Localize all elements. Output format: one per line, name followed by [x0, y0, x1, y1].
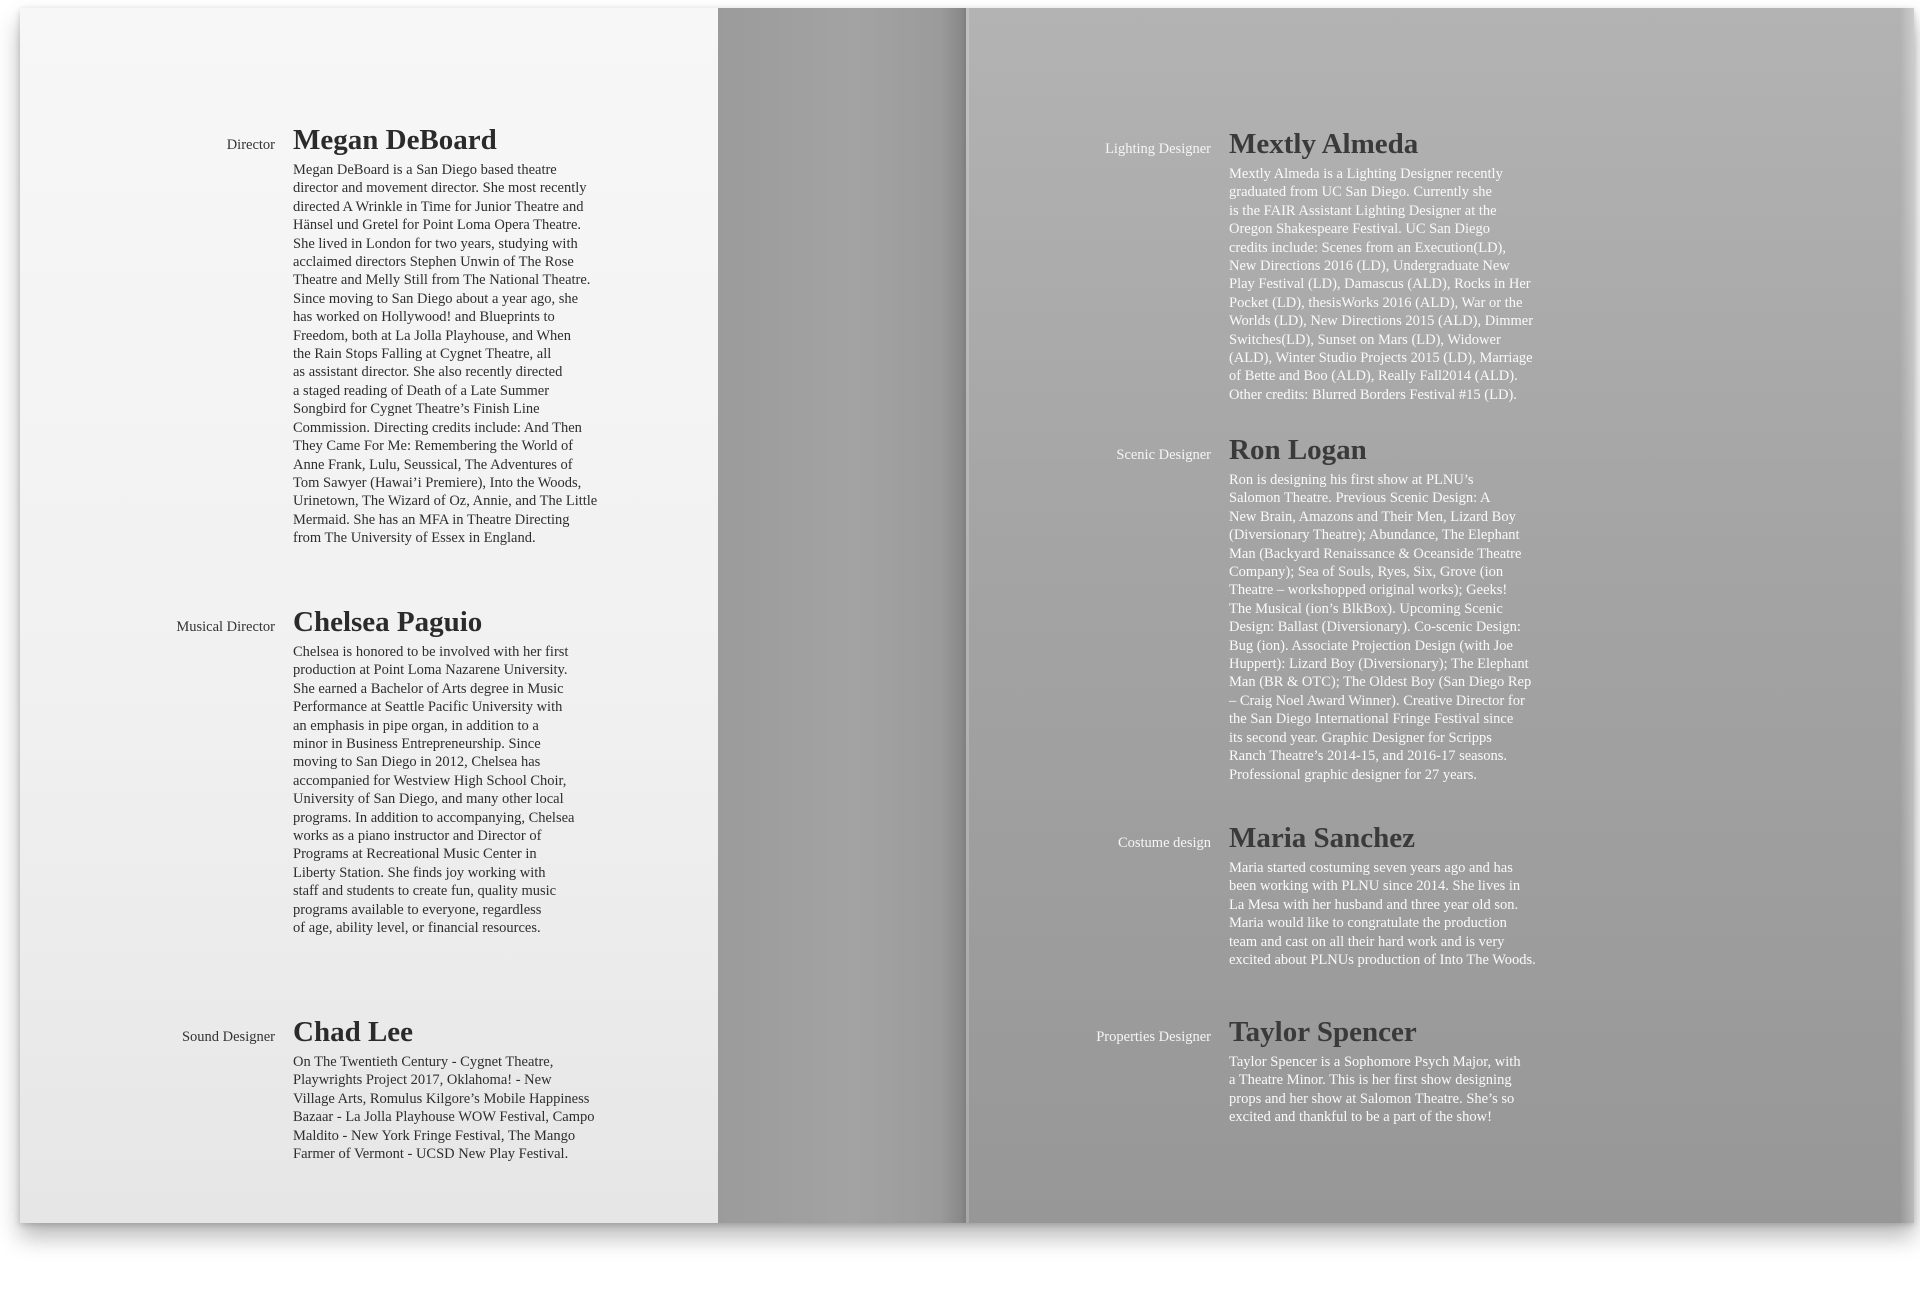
credit-entry-director — [226, 123, 598, 548]
credit-entry-costume-design — [1117, 821, 1536, 969]
credit-name: Ron Logan — [1229, 434, 1367, 466]
credit-entry-musical-director — [176, 605, 575, 938]
credit-role: Costume design — [1117, 835, 1211, 851]
credit-role: Lighting Designer — [1105, 141, 1211, 157]
credit-entry-sound-designer — [181, 1015, 595, 1163]
credit-entry-properties-designer — [1096, 1015, 1521, 1127]
credit-bio: Taylor Spencer is a Sophomore Psych Major, with a Theatre Minor. This is her first show designing props and her show at Salomon Theatre. She’s so excited and thankful to be a part of the show! — [1229, 1054, 1521, 1126]
credit-role: Director — [226, 137, 275, 153]
credit-name: Mextly Almeda — [1229, 128, 1419, 160]
credit-role: Properties Designer — [1096, 1029, 1211, 1045]
credit-bio: On The Twentieth Century - Cygnet Theatre, Playwrights Project 2017, Oklahoma! - New Village Arts, Romulus Kilgore’s Mobile Happiness Bazaar - La Jolla Playhouse WOW Festival, Campo Maldito - New York Fringe Festival, The Mango Farmer of Vermont - UCSD New Play Festival. — [293, 1054, 595, 1163]
credit-name: Megan DeBoard — [293, 124, 497, 156]
credit-name: Maria Sanchez — [1229, 822, 1416, 854]
credit-bio: Mextly Almeda is a Lighting Designer recently graduated from UC San Diego. Currently she is the FAIR Assistant Lighting Designer at the Oregon Shakespeare Festival. UC San Diego credits include: Scenes from an Execution(LD), New Directions 2016 (LD), Undergraduate New Play Festival (LD), Damascus (ALD), Rocks in Her Pocket (LD), thesisWorks 2016 (ALD), War or the Worlds (LD), New Directions 2015 (ALD), Dimmer Switches(LD), Sunset on Mars (LD), Widower (ALD), Winter Studio Projects 2015 (LD), Marriage of Bette and Boo (ALD), Really Fall2014 (ALD). Other credits: Blurred Borders Festival #15 (LD). — [1229, 166, 1534, 403]
credit-name: Chad Lee — [293, 1016, 414, 1048]
spine-highlight — [966, 8, 969, 1223]
right-page-edge — [1900, 8, 1914, 1223]
credit-entry-scenic-designer — [1116, 433, 1532, 784]
center-gray-band — [718, 8, 966, 1223]
credit-bio: Ron is designing his first show at PLNU’s Salomon Theatre. Previous Scenic Design: A New Brain, Amazons and Their Men, Lizard Boy (Diversionary Theatre); Abundance, The Elephant Man (Backyard Renaissance & Oceanside Theatre Company); Sea of Souls, Ryes, Six, Grove (ion Theatre – workshopped original works); Geeks! The Musical (ion’s BlkBox). Upcoming Scenic Design: Ballast (Diversionary). Co-scenic Design: Bug (ion). Associate Projection Design (with Joe Huppert): Lizard Boy (Diversionary); The Elephant Man (BR & OTC); The Oldest Boy (San Diego Rep – Craig Noel Award Winner). Creative Director for the San Diego International Fringe Festival since its second year. Graphic Designer for Scripps Ranch Theatre’s 2014-15, and 2016-17 seasons. Professional graphic designer for 27 years. — [1229, 472, 1532, 783]
credit-role: Musical Director — [176, 619, 275, 635]
credit-bio: Maria started costuming seven years ago and has been working with PLNU since 2014. She lives in La Mesa with her husband and three year old son. Maria would like to congratulate the production team and cast on all their hard work and is very excited about PLNUs production of Into The Woods. — [1229, 860, 1536, 969]
credit-entry-lighting-designer — [1105, 127, 1534, 404]
credit-bio: Chelsea is honored to be involved with her first production at Point Loma Nazarene University. She earned a Bachelor of Arts degree in Music Performance at Seattle Pacific University with an emphasis in pipe organ, in addition to a minor in Business Entrepreneurship. Since moving to San Diego in 2012, Chelsea has accompanied for Westview High School Choir, University of San Diego, and many other local programs. In addition to accompanying, Chelsea works as a piano instructor and Director of Programs at Recreational Music Center in Liberty Station. She finds joy working with staff and students to create fun, quality music programs available to everyone, regardless of age, ability level, or financial resources. — [293, 644, 575, 937]
credit-role: Scenic Designer — [1116, 447, 1211, 463]
credit-bio: Megan DeBoard is a San Diego based theatre director and movement director. She most recently directed A Wrinkle in Time for Junior Theatre and Hänsel und Gretel for Point Loma Opera Theatre. She lived in London for two years, studying with acclaimed directors Stephen Unwin of The Rose Theatre and Melly Still from The National Theatre. Since moving to San Diego about a year ago, she has worked on Hollywood! and Blueprints to Freedom, both at La Jolla Playhouse, and When the Rain Stops Falling at Cygnet Theatre, all as assistant director. She also recently directed a staged reading of Death of a Late Summer Songbird for Cygnet Theatre’s Finish Line Commission. Directing credits include: And Then They Came For Me: Remembering the World of Anne Frank, Lulu, Seussical, The Adventures of Tom Sawyer (Hawai’i Premiere), Into the Woods, Urinetown, The Wizard of Oz, Annie, and The Little Mermaid. She has an MFA in Theatre Directing from The University of Essex in England. — [293, 162, 598, 547]
credit-name: Taylor Spencer — [1229, 1016, 1417, 1048]
credit-role: Sound Designer — [181, 1029, 275, 1045]
credit-name: Chelsea Paguio — [293, 606, 483, 638]
